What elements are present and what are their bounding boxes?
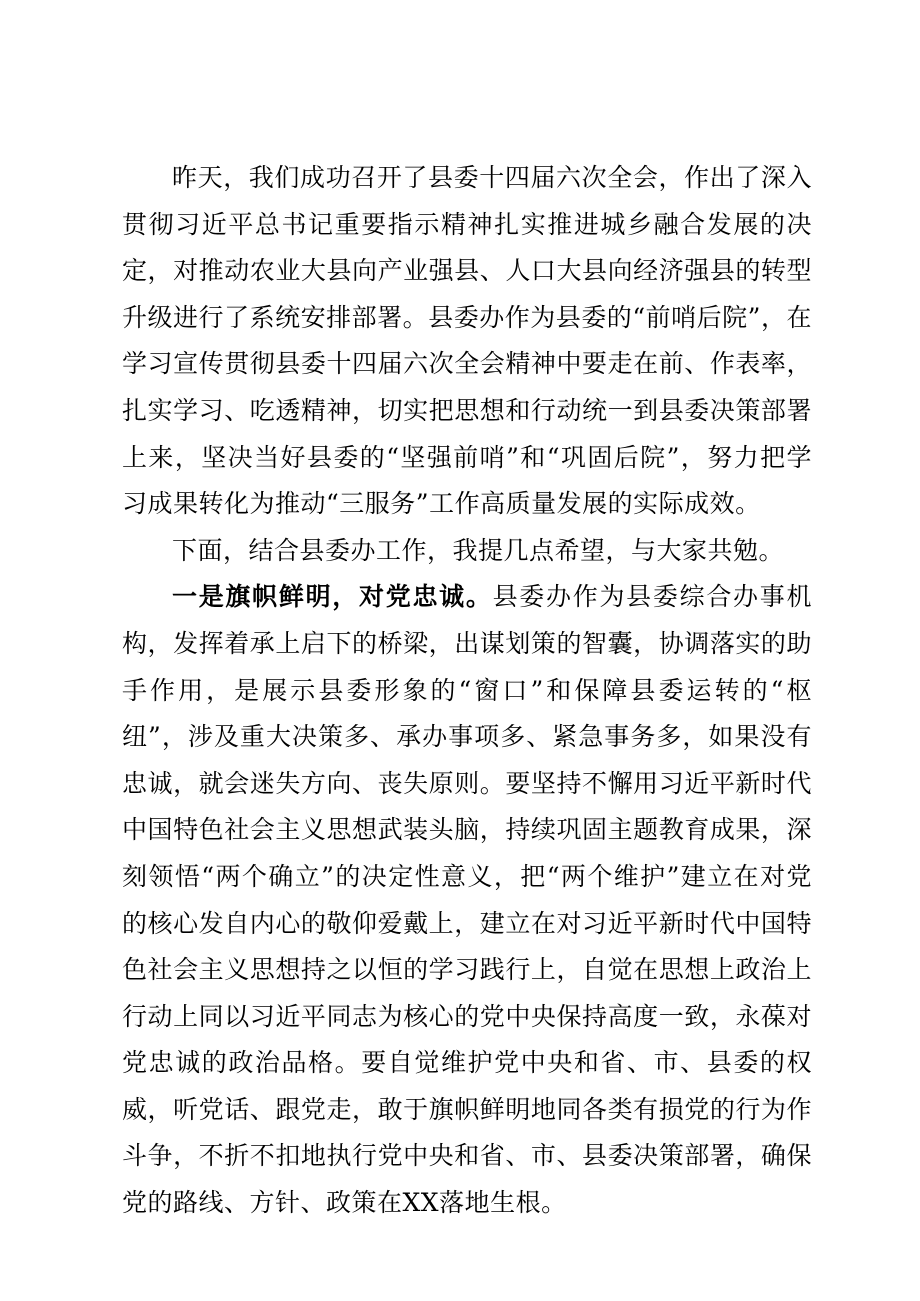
document-body: [122, 155, 812, 1227]
paragraph-text: 昨天，我们成功召开了县委十四届六次全会，作出了深入贯彻习近平总书记重要指示精神扎实推进城乡融合发展的决定，对推动农业大县向产业强县、人口大县向经济强县的转型升级进行了系统安排部署。县委办作为县委的“前哨后院”，在学习宣传贯彻县委十四届六次全会精神中要走在前、作表率，扎实学习、吃透精神，切实把思想和行动统一到县委决策部署上来，坚决当好县委的“坚强前哨”和“巩固后院”，努力把学习成果转化为推动“三服务”工作高质量发展的实际成效。: [122, 163, 812, 519]
paragraph-text: 下面，结合县委办工作，我提几点希望，与大家共勉。: [172, 535, 785, 565]
paragraph-point-one: [122, 574, 812, 1226]
paragraph-transition: [122, 528, 812, 575]
paragraph-opening: [122, 155, 812, 528]
paragraph-text: 县委办作为县委综合办事机构，发挥着承上启下的桥梁，出谋划策的智囊，协调落实的助手作用，是展示县委形象的“窗口”和保障县委运转的“枢纽”，涉及重大决策多、承办事项多、紧急事务多，如果没有忠诚，就会迷失方向、丧失原则。要坚持不懈用习近平新时代中国特色社会主义思想武装头脑，持续巩固主题教育成果，深刻领悟“两个确立”的决定性意义，把“两个维护”建立在对党的核心发自内心的敬仰爱戴上，建立在对习近平新时代中国特色社会主义思想持之以恒的学习践行上，自觉在思想上政治上行动上同以习近平同志为核心的党中央保持高度一致，永葆对党忠诚的政治品格。要自觉维护党中央和省、市、县委的权威，听党话、跟党走，敢于旗帜鲜明地同各类有损党的行为作斗争，不折不扣地执行党中央和省、市、县委决策部署，确保党的路线、方针、政策在XX落地生根。: [122, 582, 812, 1218]
paragraph-lead-bold: 一是旗帜鲜明，对党忠诚。: [172, 582, 493, 612]
